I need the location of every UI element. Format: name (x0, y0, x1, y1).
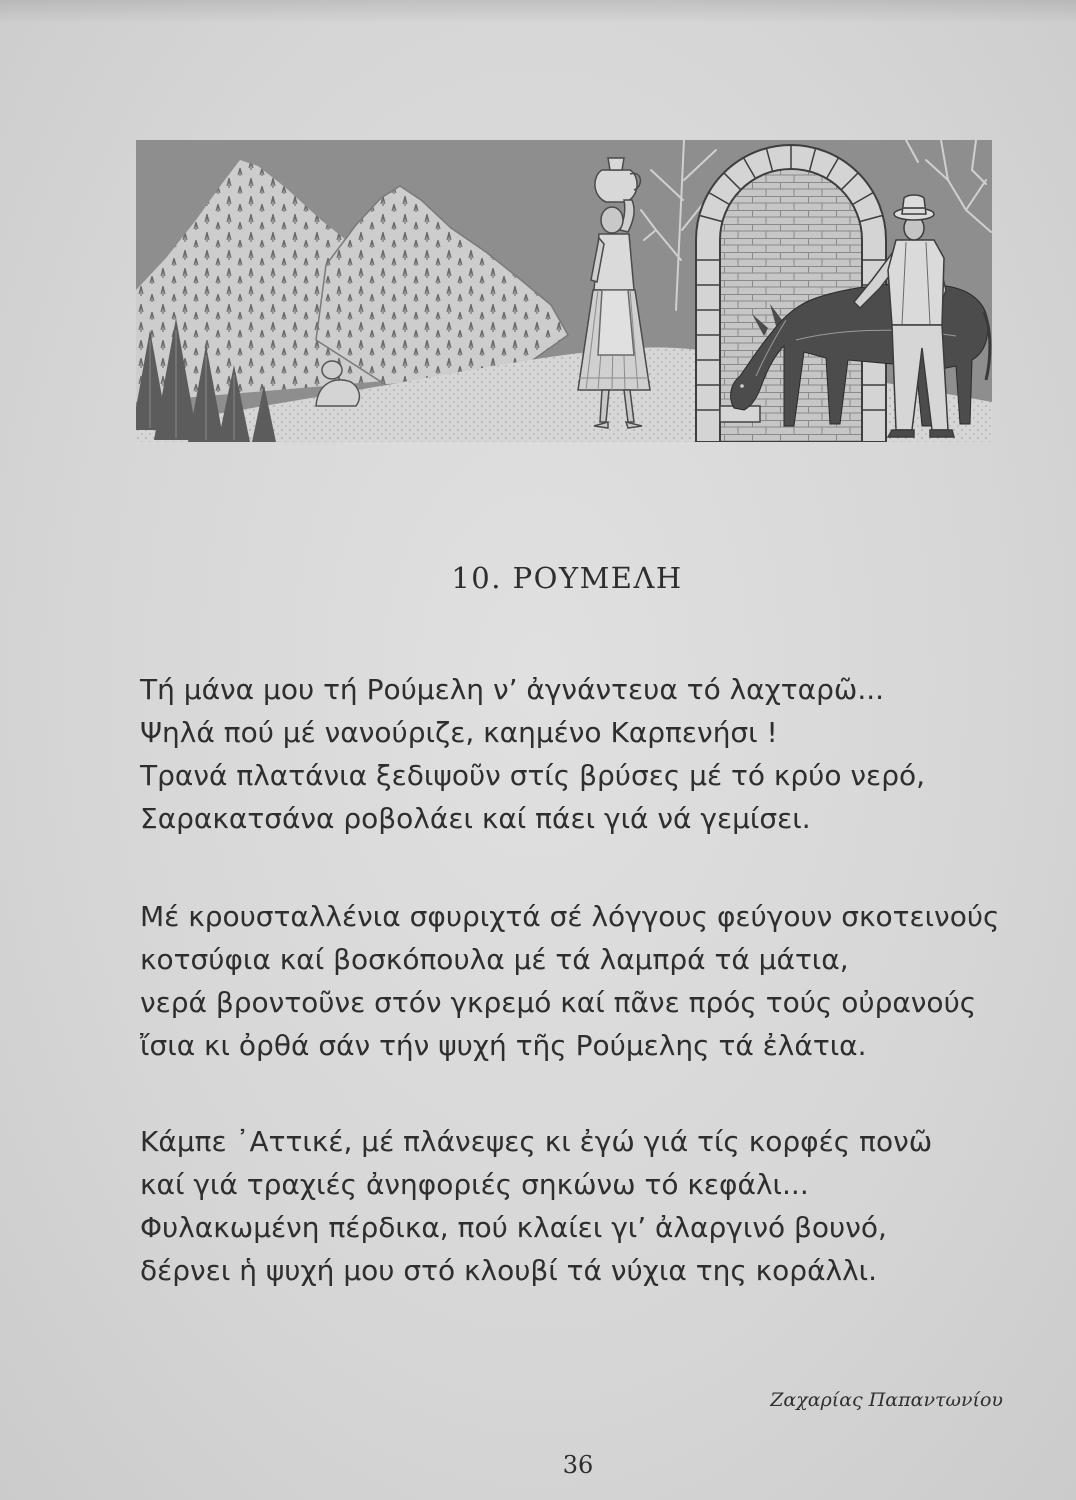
poem-line: ἴσια κι ὀρθά σάν τήν ψυχή τῆς Ρούμελης τά ἐλάτια. (140, 1029, 867, 1062)
poem-line: Τή μάνα μου τή Ρούμελη ν’ ἀγνάντευα τό λαχταρῶ... (140, 673, 885, 706)
woman-apron (598, 290, 634, 355)
jug-neck (608, 158, 624, 170)
poem-line: νερά βροντοῦνε στόν γκρεμό καί πᾶνε πρός τούς οὐρανούς (140, 986, 977, 1019)
stanza-3 (140, 1120, 932, 1292)
man-shirt (888, 240, 944, 325)
poem-line: Σαρακατσάνα ροβολάει καί πάει γιά νά γεμίσει. (140, 802, 811, 835)
poem-line: δέρνει ἡ ψυχή μου στό κλουβί τά νύχια της κοράλλι. (140, 1254, 878, 1287)
stanza-2 (140, 895, 999, 1067)
poem-line: Ψηλά πού μέ νανούριζε, καημένο Καρπενήσι ! (140, 716, 778, 749)
poem-line: Φυλακωμένη πέρδικα, πού κλαίει γι’ ἀλαργινό βουνό, (140, 1211, 887, 1244)
donkey-eye (740, 384, 744, 388)
woodcut-illustration (136, 140, 992, 442)
woman-head (601, 207, 623, 233)
poem-title: 10. ΡΟΥΜΕΛΗ (451, 561, 683, 595)
hat-crown (902, 195, 926, 214)
stanza-1 (140, 668, 925, 840)
poem-line: Τρανά πλατάνια ξεδιψοῦν στίς βρύσες μέ τό κρύο νερό, (140, 759, 925, 792)
poem-line: Μέ κρουσταλλένια σφυριχτά σέ λόγγους φεύγουν σκοτεινούς (140, 900, 1000, 933)
jug (595, 170, 637, 202)
poem-line: Κάμπε ᾿Αττικέ, μέ πλάνεψες κι ἐγώ γιά τίς κορφές πονῶ (140, 1125, 933, 1158)
poem-author: Ζαχαρίας Παπαντωνίου (770, 1389, 1003, 1411)
page-number: 36 (562, 1451, 594, 1479)
poem-line: κοτσύφια καί βοσκόπουλα μέ τά λαμπρά τά μάτια, (140, 943, 849, 976)
poem-line: καί γιά τραχιές ἀνηφοριές σηκώνω τό κεφάλι... (140, 1168, 809, 1201)
